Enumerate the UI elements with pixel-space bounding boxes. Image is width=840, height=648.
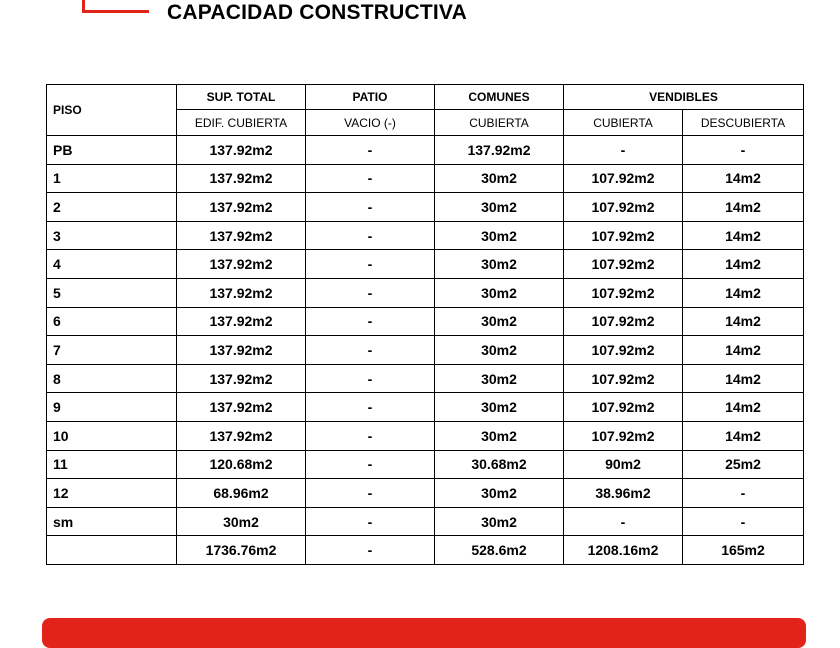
cell-cubierta: 1208.16m2 <box>564 536 683 565</box>
subheader-vendibles-cubierta: CUBIERTA <box>564 110 683 136</box>
table-row <box>47 136 804 165</box>
cell-sup-total: 137.92m2 <box>177 278 306 307</box>
table-row <box>47 164 804 193</box>
header-patio: PATIO <box>306 85 435 110</box>
page-title: CAPACIDAD CONSTRUCTIVA <box>167 1 467 24</box>
table-row <box>47 221 804 250</box>
cell-sup-total: 137.92m2 <box>177 221 306 250</box>
table-row <box>47 364 804 393</box>
cell-cubierta: 107.92m2 <box>564 393 683 422</box>
cell-patio: - <box>306 421 435 450</box>
cell-comunes: 30m2 <box>435 221 564 250</box>
cell-descubierta: 14m2 <box>683 164 804 193</box>
cell-comunes: 30m2 <box>435 364 564 393</box>
bottom-banner <box>42 618 806 648</box>
subheader-vacio: VACIO (-) <box>306 110 435 136</box>
cell-cubierta: 107.92m2 <box>564 250 683 279</box>
cell-cubierta: 107.92m2 <box>564 421 683 450</box>
cell-patio: - <box>306 136 435 165</box>
subheader-edif-cubierta: EDIF. CUBIERTA <box>177 110 306 136</box>
cell-comunes: 30m2 <box>435 278 564 307</box>
table-row <box>47 479 804 508</box>
header-row-top <box>47 85 804 110</box>
cell-descubierta: 14m2 <box>683 278 804 307</box>
table-row <box>47 193 804 222</box>
cell-comunes: 30m2 <box>435 336 564 365</box>
cell-patio: - <box>306 278 435 307</box>
cell-comunes: 30m2 <box>435 479 564 508</box>
cell-piso: 3 <box>47 221 177 250</box>
cell-piso: 4 <box>47 250 177 279</box>
table-row <box>47 507 804 536</box>
cell-sup-total: 137.92m2 <box>177 164 306 193</box>
cell-piso: sm <box>47 507 177 536</box>
table-row <box>47 393 804 422</box>
cell-piso: 1 <box>47 164 177 193</box>
cell-piso: PB <box>47 136 177 165</box>
header-sup-total: SUP. TOTAL <box>177 85 306 110</box>
cell-comunes: 30m2 <box>435 250 564 279</box>
cell-descubierta: 14m2 <box>683 393 804 422</box>
table-body <box>47 136 804 565</box>
cell-descubierta: - <box>683 507 804 536</box>
cell-sup-total: 137.92m2 <box>177 307 306 336</box>
table-row <box>47 450 804 479</box>
cell-sup-total: 30m2 <box>177 507 306 536</box>
corner-bracket-decoration <box>82 0 149 13</box>
cell-comunes: 30m2 <box>435 507 564 536</box>
cell-piso: 12 <box>47 479 177 508</box>
cell-patio: - <box>306 336 435 365</box>
cell-sup-total: 137.92m2 <box>177 136 306 165</box>
cell-piso: 9 <box>47 393 177 422</box>
subheader-vendibles-descubierta: DESCUBIERTA <box>683 110 804 136</box>
cell-comunes: 30m2 <box>435 193 564 222</box>
cell-comunes: 30m2 <box>435 393 564 422</box>
cell-cubierta: 107.92m2 <box>564 364 683 393</box>
cell-patio: - <box>306 164 435 193</box>
cell-descubierta: - <box>683 479 804 508</box>
table-row <box>47 278 804 307</box>
cell-piso: 5 <box>47 278 177 307</box>
cell-descubierta: 14m2 <box>683 421 804 450</box>
table-row <box>47 307 804 336</box>
cell-cubierta: 107.92m2 <box>564 307 683 336</box>
cell-sup-total: 137.92m2 <box>177 393 306 422</box>
cell-patio: - <box>306 364 435 393</box>
cell-comunes: 137.92m2 <box>435 136 564 165</box>
cell-descubierta: - <box>683 136 804 165</box>
cell-cubierta: 107.92m2 <box>564 193 683 222</box>
cell-sup-total: 137.92m2 <box>177 421 306 450</box>
cell-patio: - <box>306 507 435 536</box>
subheader-comunes-cubierta: CUBIERTA <box>435 110 564 136</box>
cell-patio: - <box>306 393 435 422</box>
cell-descubierta: 14m2 <box>683 336 804 365</box>
capacidad-table <box>46 84 804 565</box>
header-piso: PISO <box>47 85 177 136</box>
cell-sup-total: 137.92m2 <box>177 364 306 393</box>
cell-piso <box>47 536 177 565</box>
cell-cubierta: 38.96m2 <box>564 479 683 508</box>
cell-sup-total: 137.92m2 <box>177 336 306 365</box>
cell-cubierta: - <box>564 136 683 165</box>
cell-piso: 7 <box>47 336 177 365</box>
cell-patio: - <box>306 479 435 508</box>
cell-descubierta: 25m2 <box>683 450 804 479</box>
cell-patio: - <box>306 307 435 336</box>
cell-comunes: 30m2 <box>435 307 564 336</box>
cell-descubierta: 14m2 <box>683 193 804 222</box>
cell-cubierta: 107.92m2 <box>564 164 683 193</box>
table-total-row <box>47 536 804 565</box>
cell-patio: - <box>306 450 435 479</box>
header-vendibles: VENDIBLES <box>564 85 804 110</box>
table-row <box>47 250 804 279</box>
cell-sup-total: 1736.76m2 <box>177 536 306 565</box>
cell-sup-total: 120.68m2 <box>177 450 306 479</box>
cell-descubierta: 165m2 <box>683 536 804 565</box>
cell-descubierta: 14m2 <box>683 364 804 393</box>
cell-cubierta: 90m2 <box>564 450 683 479</box>
cell-comunes: 30m2 <box>435 164 564 193</box>
cell-cubierta: 107.92m2 <box>564 336 683 365</box>
cell-descubierta: 14m2 <box>683 250 804 279</box>
cell-piso: 8 <box>47 364 177 393</box>
cell-patio: - <box>306 221 435 250</box>
cell-sup-total: 137.92m2 <box>177 193 306 222</box>
cell-piso: 11 <box>47 450 177 479</box>
cell-comunes: 30m2 <box>435 421 564 450</box>
cell-cubierta: - <box>564 507 683 536</box>
table-row <box>47 336 804 365</box>
cell-descubierta: 14m2 <box>683 307 804 336</box>
cell-descubierta: 14m2 <box>683 221 804 250</box>
cell-patio: - <box>306 536 435 565</box>
cell-patio: - <box>306 193 435 222</box>
cell-piso: 6 <box>47 307 177 336</box>
cell-comunes: 528.6m2 <box>435 536 564 565</box>
table-row <box>47 421 804 450</box>
cell-cubierta: 107.92m2 <box>564 221 683 250</box>
cell-sup-total: 68.96m2 <box>177 479 306 508</box>
cell-piso: 10 <box>47 421 177 450</box>
cell-sup-total: 137.92m2 <box>177 250 306 279</box>
cell-piso: 2 <box>47 193 177 222</box>
cell-comunes: 30.68m2 <box>435 450 564 479</box>
cell-patio: - <box>306 250 435 279</box>
header-comunes: COMUNES <box>435 85 564 110</box>
cell-cubierta: 107.92m2 <box>564 278 683 307</box>
